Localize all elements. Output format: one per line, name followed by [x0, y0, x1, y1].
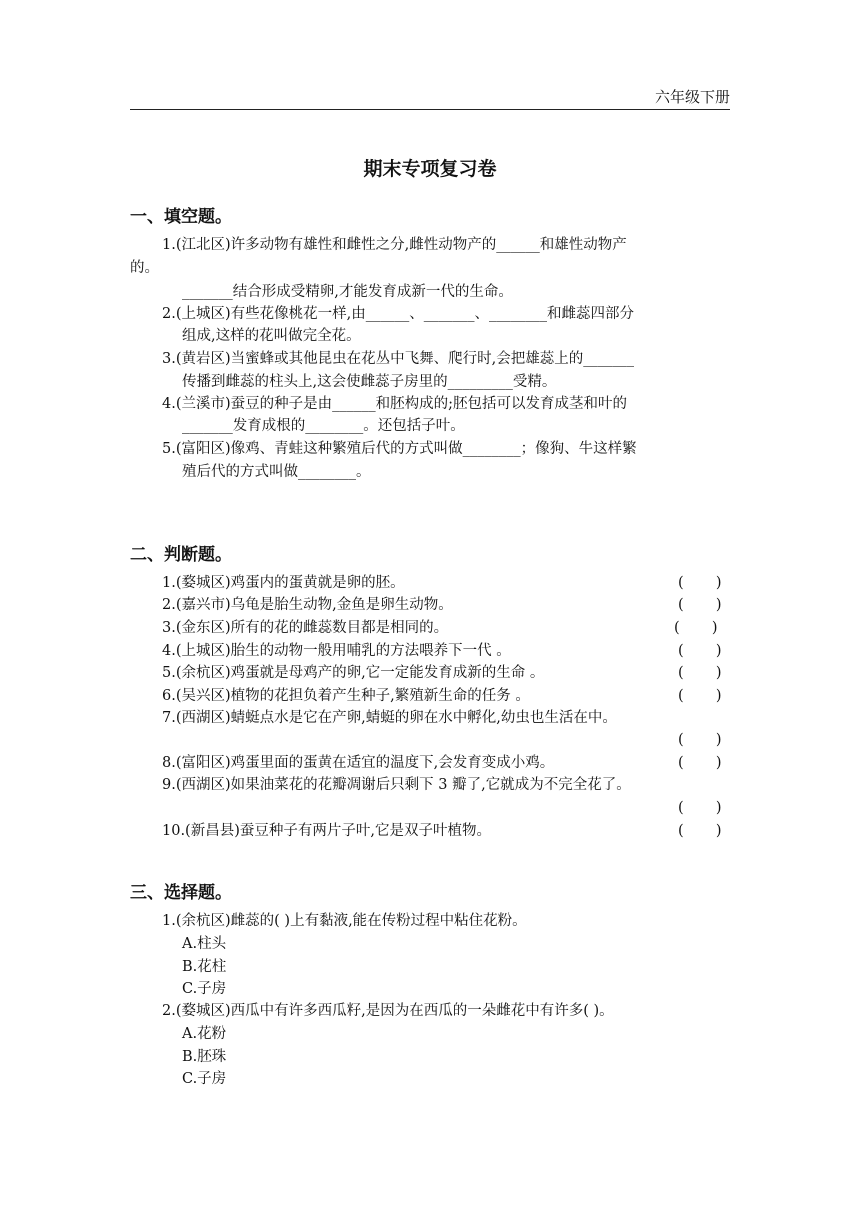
choice-option[interactable]: B.胚珠	[182, 1049, 227, 1065]
fill-line: 殖后代的方式叫做________。	[182, 464, 371, 480]
choice-option[interactable]: C.子房	[182, 981, 227, 997]
judge-item: 9.(西湖区)如果油菜花的花瓣凋谢后只剩下 3 瓣了,它就成为不完全花了。	[162, 777, 631, 793]
answer-blank[interactable]: ( )	[678, 665, 722, 681]
fill-line: 3.(黄岩区)当蜜蜂或其他昆虫在花丛中飞舞、爬行时,会把雄蕊上的_______	[162, 351, 635, 367]
judge-item: 5.(余杭区)鸡蛋就是母鸡产的卵,它一定能发育成新的生命 。	[162, 665, 545, 681]
judge-item: 2.(嘉兴市)乌龟是胎生动物,金鱼是卵生动物。	[162, 597, 453, 613]
fill-line: _______发育成根的________。还包括子叶。	[182, 418, 465, 434]
choice-stem: 1.(余杭区)雌蕊的( )上有黏液,能在传粉过程中粘住花粉。	[162, 913, 527, 929]
answer-blank[interactable]: ( )	[674, 620, 718, 636]
answer-blank[interactable]: ( )	[678, 755, 722, 771]
choice-option[interactable]: A.花粉	[182, 1026, 227, 1042]
choice-option[interactable]: B.花柱	[182, 959, 227, 975]
answer-blank[interactable]: ( )	[678, 597, 722, 613]
fill-line: 5.(富阳区)像鸡、青蛙这种繁殖后代的方式叫做________；像狗、牛这样繁	[162, 441, 637, 457]
fill-line: _______结合形成受精卵,才能发育成新一代的生命。	[182, 284, 513, 300]
judge-item: 1.(婺城区)鸡蛋内的蛋黄就是卵的胚。	[162, 575, 405, 591]
page-title: 期末专项复习卷	[363, 158, 497, 180]
section-heading-fill: 一、填空题。	[130, 207, 232, 227]
answer-blank[interactable]: ( )	[678, 575, 722, 591]
judge-item: 7.(西湖区)蜻蜓点水是它在产卵,蜻蜓的卵在水中孵化,幼虫也生活在中。	[162, 710, 617, 726]
grade-label: 六年级下册	[654, 88, 730, 106]
section-heading-choice: 三、选择题。	[130, 883, 232, 903]
choice-stem: 2.(婺城区)西瓜中有许多西瓜籽,是因为在西瓜的一朵雌花中有许多( )。	[162, 1003, 614, 1019]
answer-blank[interactable]: ( )	[678, 823, 722, 839]
judge-item: 4.(上城区)胎生的动物一般用哺乳的方法喂养下一代 。	[162, 643, 511, 659]
fill-line: 传播到雌蕊的柱头上,这会使雌蕊子房里的_________受精。	[182, 374, 557, 390]
fill-line: 组成,这样的花叫做完全花。	[182, 328, 361, 344]
answer-blank[interactable]: ( )	[678, 643, 722, 659]
fill-line: 的。	[130, 260, 159, 276]
judge-item: 3.(金东区)所有的花的雌蕊数目都是相同的。	[162, 620, 449, 636]
header-rule	[130, 109, 730, 110]
choice-option[interactable]: C.子房	[182, 1071, 227, 1087]
fill-line: 4.(兰溪市)蚕豆的种子是由______和胚构成的;胚包括可以发育成茎和叶的	[162, 396, 628, 412]
judge-item: 10.(新昌县)蚕豆种子有两片子叶,它是双子叶植物。	[162, 823, 491, 839]
choice-option[interactable]: A.柱头	[182, 936, 227, 952]
fill-line: 2.(上城区)有些花像桃花一样,由______、_______、________和雌蕊四部分	[162, 306, 635, 322]
judge-item: 8.(富阳区)鸡蛋里面的蛋黄在适宜的温度下,会发育变成小鸡。	[162, 755, 555, 771]
fill-line: 1.(江北区)许多动物有雄性和雌性之分,雌性动物产的______和雄性动物产	[162, 237, 627, 253]
section-heading-judge: 二、判断题。	[130, 545, 232, 565]
judge-item: 6.(吴兴区)植物的花担负着产生种子,繁殖新生命的任务 。	[162, 688, 530, 704]
answer-blank[interactable]: ( )	[678, 800, 722, 816]
answer-blank[interactable]: ( )	[678, 688, 722, 704]
answer-blank[interactable]: ( )	[678, 732, 722, 748]
